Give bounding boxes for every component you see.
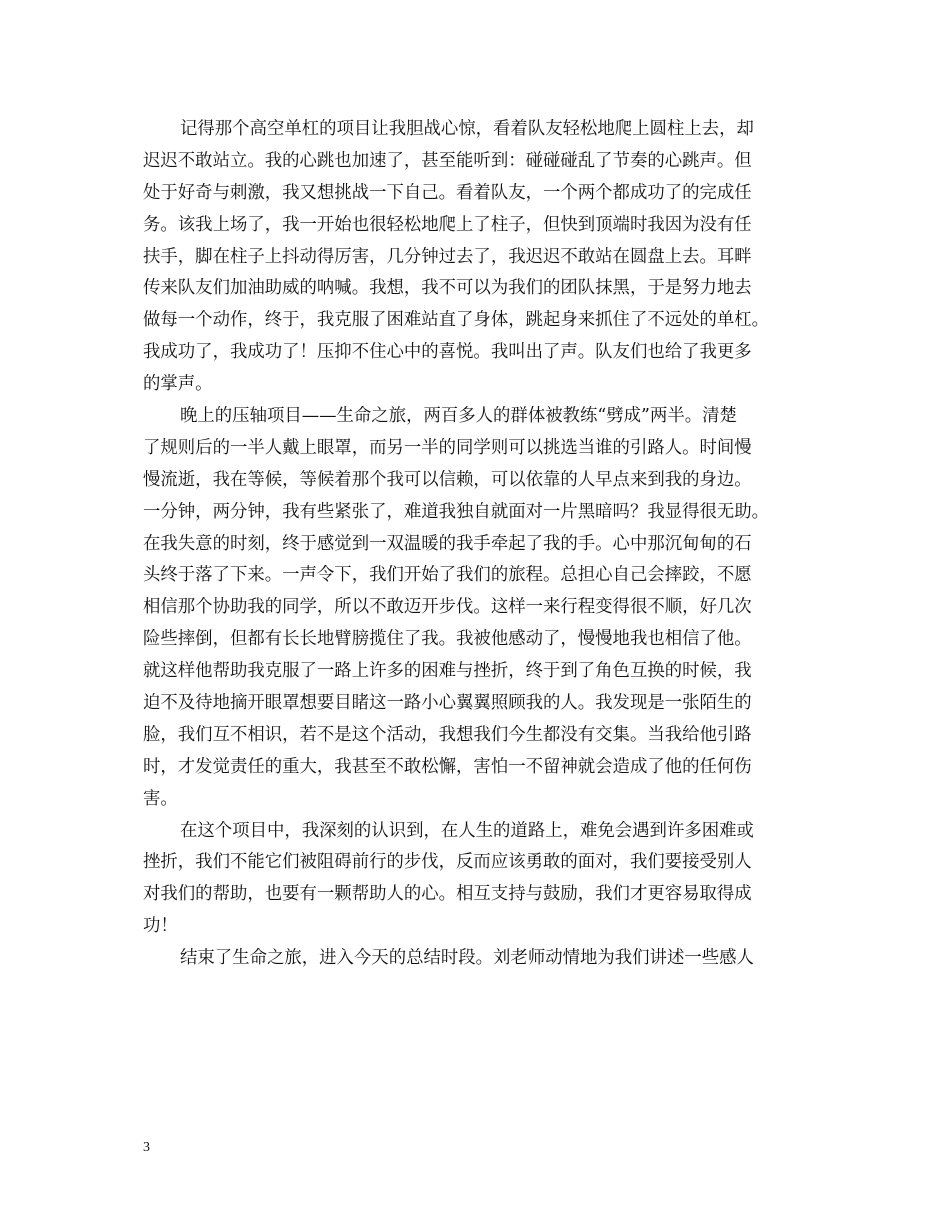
paragraph-2-line-1: 晚上的压轴项目——生命之旅，两百多人的群体被教练“劈成”两半。清楚 — [180, 406, 737, 427]
paragraph-1-line-1: 记得那个高空单杠的项目让我胆战心惊，看着队友轻松地爬上圆柱上去，却 — [180, 119, 754, 139]
paragraph-2-line-7: 相信那个协助我的同学，所以不敢迈开步伐。这样一来行程变得很不顺，好几次 — [143, 597, 752, 618]
page-number: 3 — [143, 1140, 150, 1155]
paragraph-1-line-2: 迟迟不敢站立。我的心跳也加速了，甚至能听到：碰碰碰乱了节奏的心跳声。但 — [143, 150, 752, 171]
paragraph-1-line-6: 传来队友们加油助威的呐喊。我想，我不可以为我们的团队抹黑，于是努力地去 — [143, 278, 752, 299]
paragraph-2-line-5: 在我失意的时刻，终于感觉到一双温暖的我手牵起了我的手。心中那沉甸甸的石 — [143, 533, 752, 554]
paragraph-2-line-9: 就这样他帮助我克服了一路上许多的困难与挫折，终于到了角色互换的时候，我 — [143, 661, 752, 682]
paragraph-2-line-4: 一分钟，两分钟，我有些紧张了，难道我独自就面对一片黑暗吗？我显得很无助。 — [143, 501, 770, 522]
paragraph-1-line-3: 处于好奇与刺激，我又想挑战一下自己。看着队友，一个两个都成功了的完成任 — [143, 182, 752, 203]
paragraph-3-line-2: 挫折，我们不能它们被阻碍前行的步伐，反而应该勇敢的面对，我们要接受别人 — [143, 852, 752, 873]
paragraph-2-line-11: 脸，我们互不相识，若不是这个活动，我想我们今生都没有交集。当我给他引路 — [143, 724, 752, 745]
paragraph-1-line-9: 的掌声。 — [143, 374, 213, 395]
paragraph-2-line-12: 时，才发觉责任的重大，我甚至不敢松懈，害怕一不留神就会造成了他的任何伤 — [143, 756, 752, 777]
paragraph-3-line-3: 对我们的帮助，也要有一颗帮助人的心。相互支持与鼓励，我们才更容易取得成 — [143, 884, 752, 905]
paragraph-2-line-13: 害。 — [143, 788, 178, 809]
paragraph-1-line-7: 做每一个动作，终于，我克服了困难站直了身体，跳起身来抓住了不远处的单杠。 — [143, 310, 770, 331]
paragraph-3-line-4: 功！ — [143, 916, 178, 937]
paragraph-1-line-8: 我成功了，我成功了！压抑不住心中的喜悦。我叫出了声。队友们也给了我更多 — [143, 342, 752, 363]
paragraph-1-line-5: 扶手，脚在柱子上抖动得厉害，几分钟过去了，我迟迟不敢站在圆盘上去。耳畔 — [143, 246, 752, 267]
paragraph-3-line-1: 在这个项目中，我深刻的认识到，在人生的道路上，难免会遇到许多困难或 — [180, 820, 754, 841]
paragraph-2-line-10: 迫不及待地摘开眼罩想要目睹这一路小心翼翼照顾我的人。我发现是一张陌生的 — [143, 693, 752, 714]
paragraph-2-line-2: 了规则后的一半人戴上眼罩，而另一半的同学则可以挑选当谁的引路人。时间慢 — [143, 437, 752, 458]
paragraph-4-line-1: 结束了生命之旅，进入今天的总结时段。刘老师动情地为我们讲述一些感人 — [180, 948, 754, 969]
body-text — [143, 114, 823, 975]
paragraph-1-line-4: 务。该我上场了，我一开始也很轻松地爬上了柱子，但快到顶端时我因为没有任 — [143, 214, 752, 235]
paragraph-2-line-8: 险些摔倒，但都有长长地臂膀揽住了我。我被他感动了，慢慢地我也相信了他。 — [143, 629, 752, 650]
paragraph-2-line-6: 头终于落了下来。一声令下，我们开始了我们的旅程。总担心自己会摔跤，不愿 — [143, 565, 752, 586]
paragraph-2-line-3: 慢流逝，我在等候，等候着那个我可以信赖，可以依靠的人早点来到我的身边。 — [143, 469, 752, 490]
